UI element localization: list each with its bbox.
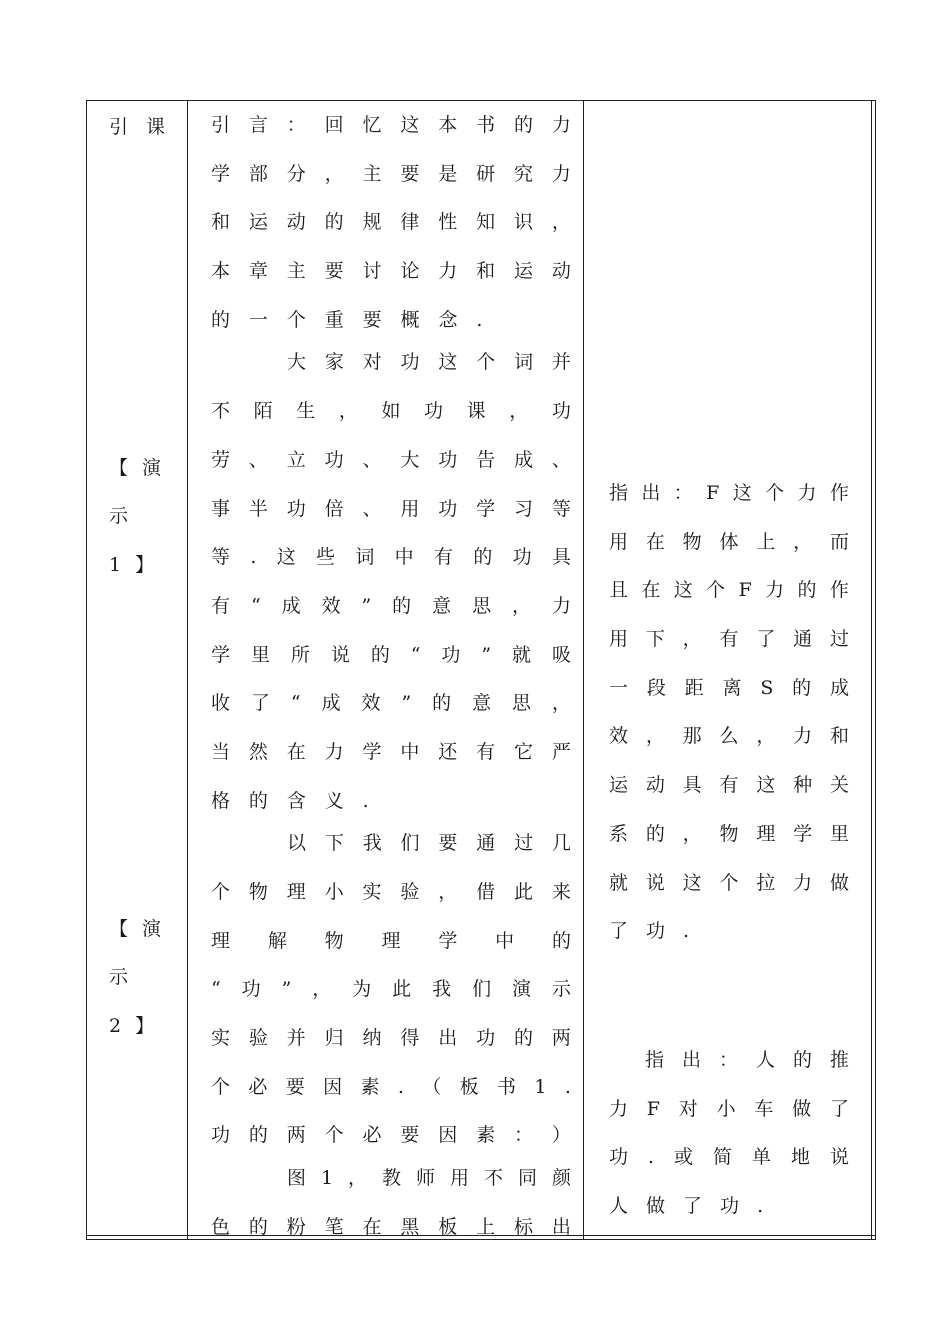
intro-label: 引课 xyxy=(109,116,184,138)
teacher-note-line: 了 功 . xyxy=(609,920,690,943)
lesson-text-line: 本 章 主 要 讨 论 力 和 运 动 xyxy=(211,260,571,283)
teacher-note-line: 力 F 对 小 车 做 了 xyxy=(609,1097,849,1120)
lesson-text-line: 学 里 所 说 的 “ 功 ” 就 吸 xyxy=(211,643,571,666)
lesson-text-line: 个 物 理 小 实 验 ， 借 此 来 xyxy=(211,881,571,903)
lesson-text-line: 事 半 功 倍 、 用 功 学 习 等 xyxy=(211,497,571,520)
table-border-right xyxy=(871,101,872,1239)
section-label-column xyxy=(109,103,189,1051)
demo2-label-line: 【演 xyxy=(109,917,176,940)
teacher-note-line: 指 出 ： F 这 个 力 作 xyxy=(609,482,849,504)
teacher-note-line: 功 . 或 简 单 地 说 xyxy=(609,1146,849,1169)
lesson-text-line: 学 部 分 ， 主 要 是 研 究 力 xyxy=(211,162,571,185)
demo1-label-line: 1】 xyxy=(109,554,169,577)
lesson-text-line: 个 必 要 因 素 . （ 板 书 1 . xyxy=(211,1075,571,1098)
lesson-text-line: 引 言 ： 回 忆 这 本 书 的 力 xyxy=(211,114,571,136)
lesson-text-line: 以 下 我 们 要 通 过 几 xyxy=(287,832,571,855)
lesson-text-line: 实 验 并 归 纳 得 出 功 的 两 xyxy=(211,1027,571,1050)
demo2-label-line: 示 xyxy=(109,966,143,989)
lesson-text-line: 理 解 物 理 学 中 的 xyxy=(211,929,571,952)
teacher-note-line: 且 在 这 个 F 力 的 作 xyxy=(609,579,849,602)
lesson-text-line: 的 一 个 重 要 概 念 . xyxy=(211,308,483,331)
teacher-note-line: 指 出 ： 人 的 推 xyxy=(645,1048,849,1071)
lesson-text-line: 功 的 两 个 必 要 因 素 ： ） xyxy=(211,1124,571,1147)
lesson-text-line: 色 的 粉 笔 在 黑 板 上 标 出 xyxy=(211,1215,571,1238)
teacher-notes-column xyxy=(609,101,849,1231)
lesson-text-line: 有 “ 成 效 ” 的 意 思 ， 力 xyxy=(211,594,571,617)
column-divider-2 xyxy=(583,101,584,1239)
teacher-note-line: 用 在 物 体 上 ， 而 xyxy=(609,530,849,553)
teacher-note-line: 一 段 距 离 S 的 成 xyxy=(609,676,849,699)
teacher-note-line: 就 说 这 个 拉 力 做 xyxy=(609,871,849,894)
teacher-note-line: 系 的 ， 物 理 学 里 xyxy=(609,822,849,845)
lesson-text-line: 收 了 “ 成 效 ” 的 意 思 ， xyxy=(211,692,571,715)
demo1-label-line: 示 xyxy=(109,505,143,528)
lesson-text-line: 当 然 在 力 学 中 还 有 它 严 xyxy=(211,740,571,763)
lesson-text-line: 劳 、 立 功 、 大 功 告 成 、 xyxy=(211,448,571,471)
lesson-text-line: 格 的 含 义 . xyxy=(211,789,369,812)
lesson-text-line: “ 功 ” ， 为 此 我 们 演 示 xyxy=(211,978,571,1001)
teacher-note-line: 用 下 ， 有 了 通 过 xyxy=(609,628,849,651)
lesson-text-line: 和 运 动 的 规 律 性 知 识 ， xyxy=(211,211,571,234)
lesson-text-line: 图 1 ， 教 师 用 不 同 颜 xyxy=(287,1167,571,1190)
lesson-text-column xyxy=(211,101,571,1252)
teacher-note-line: 运 动 具 有 这 种 关 xyxy=(609,774,849,797)
lesson-table xyxy=(86,100,876,1240)
teacher-note-line: 人 做 了 功 . xyxy=(609,1194,764,1217)
demo1-label-line: 【演 xyxy=(109,456,176,479)
lesson-text-line: 不 陌 生 ， 如 功 课 ， 功 xyxy=(211,400,571,423)
teacher-note-line: 效 ， 那 么 ， 力 和 xyxy=(609,725,849,748)
lesson-text-line: 等 . 这 些 词 中 有 的 功 具 xyxy=(211,546,571,569)
lesson-text-line: 大 家 对 功 这 个 词 并 xyxy=(287,351,571,374)
demo2-label-line: 2】 xyxy=(109,1015,169,1038)
